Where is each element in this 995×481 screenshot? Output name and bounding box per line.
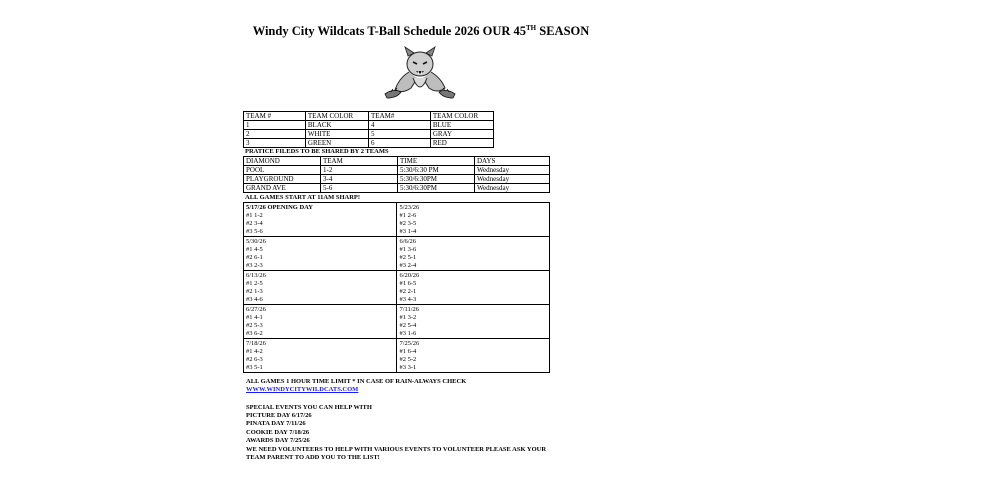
game-matchup: #1 4-5	[246, 246, 263, 253]
game-day-cell	[244, 237, 397, 271]
game-matchup: #2 5-4	[399, 322, 417, 329]
table-cell: 2	[244, 130, 306, 139]
table-row	[244, 121, 494, 130]
game-date: 5/30/26	[246, 238, 266, 245]
time-limit-note: ALL GAMES 1 HOUR TIME LIMIT * IN CASE OF RAIN-ALWAYS CHECK	[246, 378, 467, 385]
table-row	[244, 203, 550, 237]
table-row	[244, 166, 550, 175]
events-heading: SPECIAL EVENTS YOU CAN HELP WITH	[246, 404, 372, 411]
game-day-cell	[244, 305, 397, 339]
game-day-cell	[397, 305, 550, 339]
game-date: 7/25/26	[399, 340, 420, 347]
event-item: COOKIE DAY 7/18/26	[246, 429, 310, 436]
header-cell: TEAM #	[244, 112, 306, 121]
game-date: 6/27/26	[246, 306, 266, 313]
table-cell: 3-4	[321, 175, 398, 184]
header-cell: TEAM COLOR	[430, 112, 493, 121]
table-cell: GRAY	[430, 130, 493, 139]
table-cell: BLUE	[430, 121, 493, 130]
game-date: 5/23/26	[399, 204, 420, 211]
practice-heading: PRATICE FILEDS TO BE SHARED BY 2 TEAMS	[245, 148, 389, 155]
game-matchup: #1 2-6	[399, 212, 417, 219]
game-date: 6/13/26	[246, 272, 266, 279]
table-cell: 5	[369, 130, 431, 139]
practice-header-row	[244, 157, 550, 166]
table-row	[244, 339, 550, 373]
game-matchup: #2 5-1	[399, 254, 417, 261]
table-cell: RED	[430, 139, 493, 148]
volunteer-note: TEAM PARENT TO ADD YOU TO THE LIST!	[246, 454, 380, 461]
game-matchup: #1 4-1	[246, 314, 263, 321]
table-cell: 6	[369, 139, 431, 148]
teams-table-wrap	[243, 111, 494, 148]
header-cell: TIME	[398, 157, 475, 166]
wildcat-logo	[383, 44, 457, 100]
game-matchup: #1 6-5	[399, 280, 417, 287]
header-cell: DAYS	[475, 157, 550, 166]
table-cell: 5-6	[321, 184, 398, 193]
table-cell: 5:30/6:30PM	[398, 184, 475, 193]
header-cell: DIAMOND	[244, 157, 321, 166]
event-item: AWARDS DAY 7/25/26	[246, 437, 310, 444]
volunteer-note: WE NEED VOLUNTEERS TO HELP WITH VARIOUS EVENTS TO VOLUNTEER PLEASE ASK YOUR	[246, 446, 547, 453]
game-matchup: #3 1-6	[399, 330, 417, 337]
teams-table	[243, 111, 494, 148]
game-day-cell	[244, 203, 397, 237]
table-row	[244, 130, 494, 139]
header-cell: TEAM	[321, 157, 398, 166]
game-day-cell	[244, 339, 397, 373]
game-matchup: #2 1-3	[246, 288, 263, 295]
table-row	[244, 271, 550, 305]
website-link[interactable]: WWW.WINDYCITYWILDCATS.COM	[246, 386, 359, 393]
game-matchup: #3 4-3	[399, 296, 417, 303]
game-matchup: #3 1-4	[399, 228, 417, 235]
header-cell: TEAM#	[369, 112, 431, 121]
table-cell: 5:30/6:30PM	[398, 175, 475, 184]
game-day-cell	[397, 339, 550, 373]
game-matchup: #2 3-5	[399, 220, 417, 227]
table-cell: GRAND AVE	[244, 184, 321, 193]
event-item: PINATA DAY 7/11/26	[246, 420, 306, 427]
game-matchup: #2 6-1	[246, 254, 263, 261]
table-cell: GREEN	[305, 139, 368, 148]
table-cell: POOL	[244, 166, 321, 175]
table-row	[244, 305, 550, 339]
game-day-cell	[397, 203, 550, 237]
game-matchup: #1 1-2	[246, 212, 263, 219]
game-matchup: #3 3-1	[399, 364, 417, 371]
game-matchup: #3 6-2	[246, 330, 263, 337]
game-date: 7/11/26	[399, 306, 420, 313]
game-day-cell	[397, 237, 550, 271]
table-cell: 3	[244, 139, 306, 148]
table-cell: BLACK	[305, 121, 368, 130]
table-cell: Wednesday	[475, 166, 550, 175]
table-row	[244, 175, 550, 184]
game-matchup: #2 2-1	[399, 288, 417, 295]
game-date: 7/18/26	[246, 340, 266, 347]
games-heading: ALL GAMES START AT 11AM SHARP!	[245, 194, 361, 201]
game-date: 6/6/26	[399, 238, 417, 245]
practice-table-wrap	[243, 156, 550, 193]
table-cell: 5:30/6:30 PM	[398, 166, 475, 175]
event-item: PICTURE DAY 6/17/26	[246, 412, 312, 419]
game-matchup: #1 3-2	[399, 314, 417, 321]
table-cell: Wednesday	[475, 184, 550, 193]
game-matchup: #1 3-6	[399, 246, 417, 253]
game-matchup: #3 5-1	[246, 364, 263, 371]
game-date: 5/17/26 OPENING DAY	[246, 204, 313, 211]
game-matchup: #1 2-5	[246, 280, 263, 287]
games-schedule-table	[243, 202, 550, 373]
table-cell: 4	[369, 121, 431, 130]
header-cell: TEAM COLOR	[305, 112, 368, 121]
game-matchup: #2 3-4	[246, 220, 263, 227]
game-matchup: #3 5-6	[246, 228, 263, 235]
game-day-cell	[397, 271, 550, 305]
game-matchup: #2 5-2	[399, 356, 417, 363]
practice-table	[243, 156, 550, 193]
game-matchup: #2 5-3	[246, 322, 263, 329]
game-matchup: #3 2-3	[246, 262, 263, 269]
game-matchup: #1 6-4	[399, 348, 417, 355]
table-cell: WHITE	[305, 130, 368, 139]
game-matchup: #3 4-6	[246, 296, 263, 303]
game-date: 6/20/26	[399, 272, 420, 279]
table-cell: 1-2	[321, 166, 398, 175]
table-row	[244, 184, 550, 193]
game-matchup: #3 2-4	[399, 262, 417, 269]
table-row	[244, 237, 550, 271]
teams-header-row	[244, 112, 494, 121]
page-title: Windy City Wildcats T-Ball Schedule 2026 OUR 45TH SEASON	[252, 24, 590, 38]
table-cell: PLAYGROUND	[244, 175, 321, 184]
game-day-cell	[244, 271, 397, 305]
game-matchup: #2 6-3	[246, 356, 263, 363]
table-cell: 1	[244, 121, 306, 130]
table-cell: Wednesday	[475, 175, 550, 184]
game-matchup: #1 4-2	[246, 348, 263, 355]
table-row	[244, 139, 494, 148]
